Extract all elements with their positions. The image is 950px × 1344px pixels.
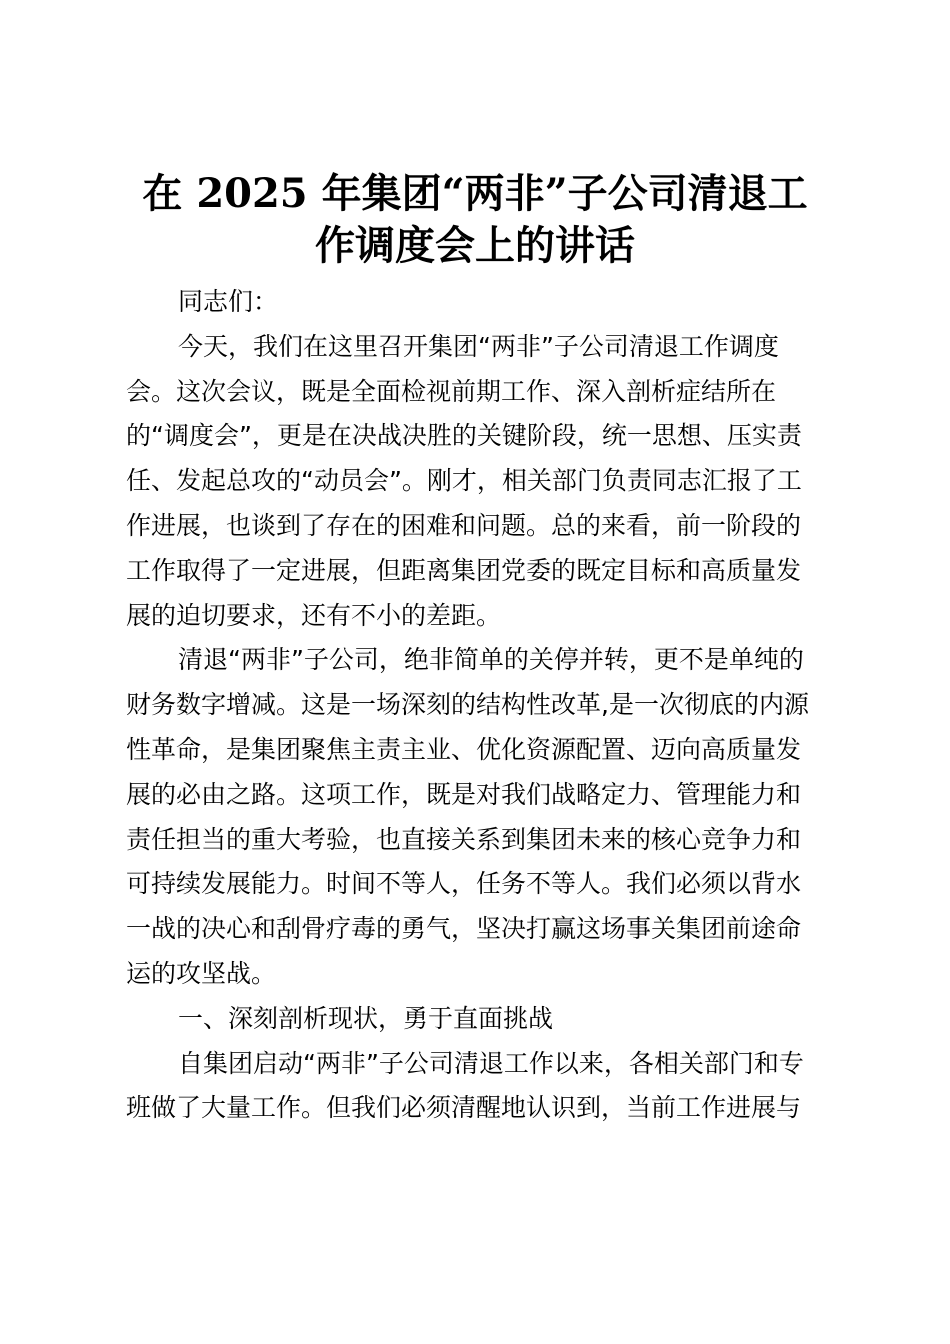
title-line: 在 2025 年集团“两非”子公司清退工: [142, 170, 808, 217]
title-line: 作调度会上的讲话: [315, 222, 635, 269]
body-line: 任、发起总攻的“动员会”。刚才，相关部门负责同志汇报了工: [126, 466, 802, 496]
body-line: 性革命，是集团聚焦主责主业、优化资源配置、迈向高质量发: [126, 734, 802, 764]
body-line: 展的迫切要求，还有不小的差距。: [126, 600, 502, 630]
body-line: 可持续发展能力。时间不等人，任务不等人。我们必须以背水: [126, 869, 802, 899]
body-line: 作进展，也谈到了存在的困难和问题。总的来看，前一阶段的: [126, 510, 802, 540]
body-line: 财务数字增减。这是一场深刻的结构性改革,是一次彻底的内源: [126, 690, 809, 720]
body-line: 今天，我们在这里召开集团“两非”子公司清退工作调度: [178, 331, 779, 361]
document-body: [126, 280, 826, 1131]
section-heading: 一、深刻剖析现状，勇于直面挑战: [178, 1003, 554, 1033]
body-line: 工作取得了一定进展，但距离集团党委的既定目标和高质量发: [126, 555, 802, 585]
body-line: 的“调度会”，更是在决战决胜的关键阶段，统一思想、压实责: [126, 421, 802, 451]
document-title: [110, 168, 840, 272]
body-line: 清退“两非”子公司，绝非简单的关停并转，更不是单纯的: [178, 645, 804, 675]
body-line: 运的攻坚战。: [126, 958, 277, 988]
body-line: 责任担当的重大考验，也直接关系到集团未来的核心竞争力和: [126, 824, 802, 854]
body-line: 展的必由之路。这项工作，既是对我们战略定力、管理能力和: [126, 779, 802, 809]
body-line: 自集团启动“两非”子公司清退工作以来，各相关部门和专: [178, 1048, 804, 1078]
body-line: 一战的决心和刮骨疗毒的勇气，坚决打赢这场事关集团前途命: [126, 914, 802, 944]
body-line: 班做了大量工作。但我们必须清醒地认识到，当前工作进展与: [126, 1093, 802, 1123]
salutation-line: 同志们：: [178, 287, 279, 316]
body-line: 会。这次会议，既是全面检视前期工作、深入剖析症结所在: [126, 376, 777, 406]
